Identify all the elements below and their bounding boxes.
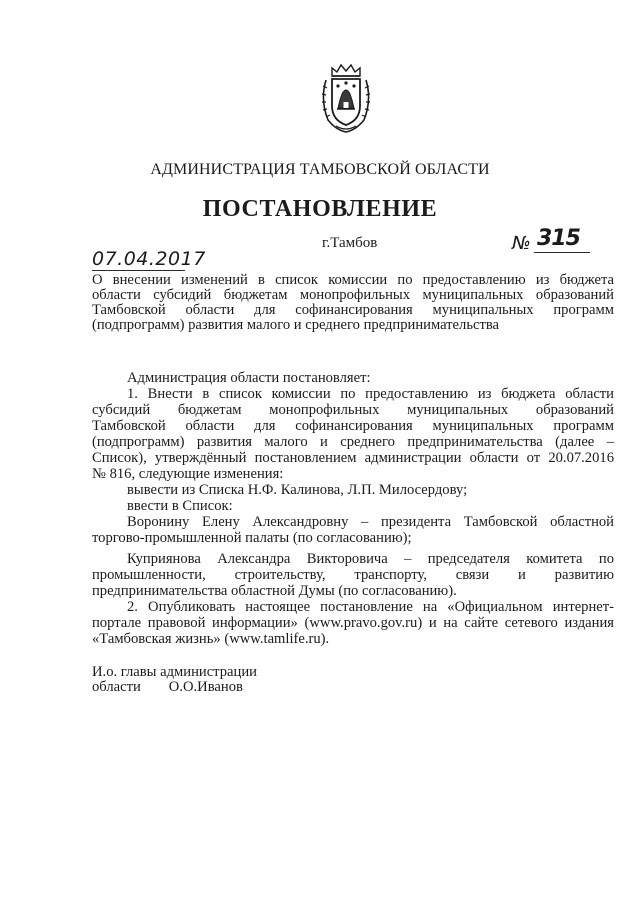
member-kupriyanov-line: предпринимательства областной Думы (по согласованию).: [92, 583, 457, 599]
intro-paragraph: Администрация области постановляет:: [127, 370, 371, 386]
signatory-position: И.о. главы администрации: [92, 664, 257, 680]
document-body: [92, 370, 614, 647]
member-voronina-line: Воронину Елену Александровну – президента Тамбовской областной: [127, 514, 614, 530]
item2-line: «Тамбовская жизнь» (www.tamlife.ru).: [92, 631, 330, 647]
document-type-title: ПОСТАНОВЛЕНИЕ: [202, 196, 438, 222]
item1-line: № 816, следующие изменения:: [92, 466, 284, 482]
document-date: 07.04.2017: [92, 248, 206, 270]
document-subject: [92, 273, 614, 333]
item1-line: 1. Внести в список комиссии по предоставлению из бюджета области: [127, 386, 614, 402]
item1-line: Список), утверждённый постановлением администрации области от 20.07.2016: [92, 450, 614, 466]
member-voronina-line: торгово-промышленной палаты (по согласованию);: [92, 530, 412, 546]
item1-line: (подпрограмм) развития малого и среднего предпринимательства (далее –: [92, 434, 614, 450]
date-underline: [92, 270, 185, 271]
tambov-coat-of-arms-icon: [318, 62, 374, 134]
document-number-sign: №: [512, 233, 531, 254]
add-members-line: ввести в Список:: [127, 498, 233, 514]
issuing-authority: АДМИНИСТРАЦИЯ ТАМБОВСКОЙ ОБЛАСТИ: [150, 161, 490, 178]
signature-block: [92, 665, 257, 695]
signatory-name: О.О.Иванов: [168, 679, 243, 695]
signatory-position-continued: области: [92, 679, 141, 695]
item2-line: портале правовой информации» (www.pravo.gov.ru) и на сайте сетевого издания: [92, 615, 614, 631]
subject-line: Тамбовской области для софинансирования муниципальных программ: [92, 302, 614, 318]
document-number: 315: [537, 226, 580, 251]
issue-city: г.Тамбов: [322, 235, 378, 251]
remove-members-line: вывести из Списка Н.Ф. Калинова, Л.П. Милосердову;: [127, 482, 468, 498]
number-underline: [534, 252, 590, 253]
member-kupriyanov-line: промышленности, строительству, транспорту, связи и развитию: [92, 567, 614, 583]
item2-line: 2. Опубликовать настоящее постановление на «Официальном интернет-: [127, 599, 614, 615]
item1-line: Тамбовской области для софинансирования муниципальных программ: [92, 418, 614, 434]
subject-line: О внесении изменений в список комиссии по предоставлению из бюджета: [92, 272, 614, 288]
subject-line: области субсидий бюджетам монопрофильных муниципальных образований: [92, 287, 614, 303]
subject-line: (подпрограмм) развития малого и среднего предпринимательства: [92, 317, 499, 333]
item1-line: субсидий бюджетам монопрофильных муниципальных образований: [92, 402, 614, 418]
member-kupriyanov-line: Куприянова Александра Викторовича – председателя комитета по: [127, 551, 614, 567]
